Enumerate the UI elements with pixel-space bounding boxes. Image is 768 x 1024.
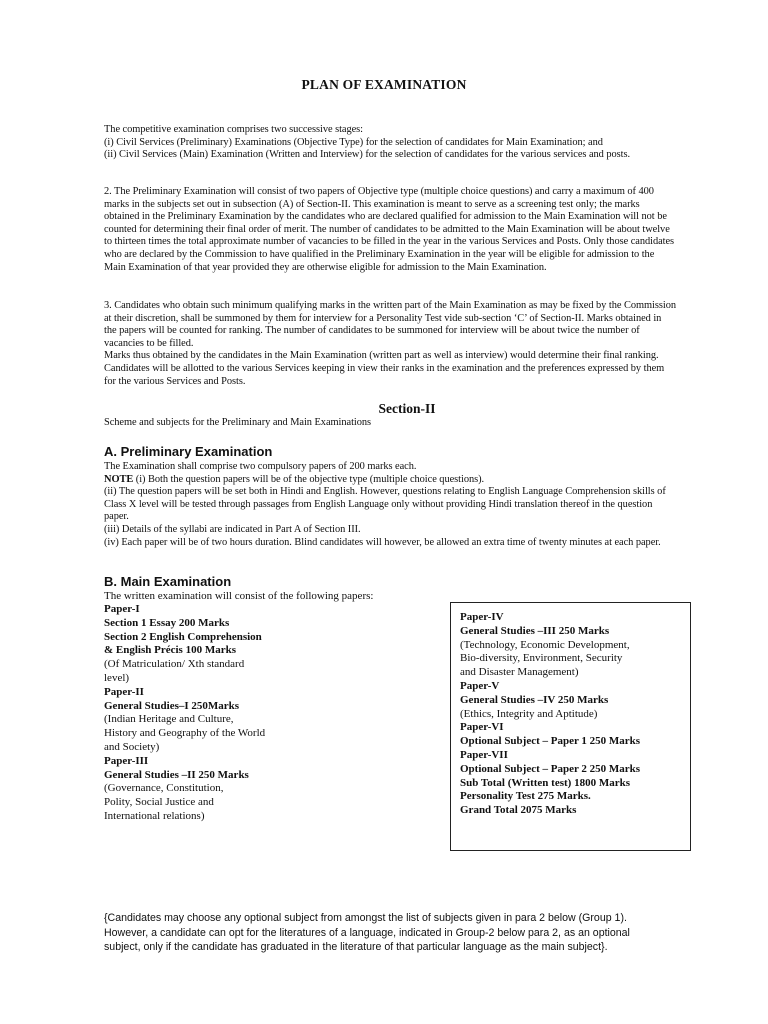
- left-line: Paper-I: [104, 603, 140, 615]
- main-heading: B. Main Examination: [104, 574, 232, 589]
- paragraph-3: [104, 300, 676, 388]
- left-line: (Indian Heritage and Culture,: [104, 713, 234, 726]
- prelim-line-4: (iii) Details of the syllabi are indicated in Part A of Section III.: [104, 523, 361, 535]
- prelim-line-3: (ii) The question papers will be set both in Hindi and English. However, questions relating to English Language Comprehension skills of Class X level will be tested through passages from English Language only without providing Hindi translation thereof in the question paper.: [104, 486, 666, 523]
- prelim-heading: A. Preliminary Examination: [104, 444, 273, 459]
- right-line: Personality Test 275 Marks.: [460, 790, 591, 803]
- left-line: General Studies–I 250Marks: [104, 699, 240, 712]
- right-line: Sub Total (Written test) 1800 Marks: [460, 776, 630, 789]
- right-line: Optional Subject – Paper 2 250 Marks: [460, 762, 641, 775]
- right-line: Paper-V: [460, 679, 500, 692]
- left-line: International relations): [104, 809, 205, 822]
- left-line: level): [104, 671, 130, 684]
- left-line: (Governance, Constitution,: [104, 782, 224, 795]
- left-line: Paper-II: [104, 685, 144, 698]
- prelim-line-5: (iv) Each paper will be of two hours duration. Blind candidates will however, be allowed an extra time of twenty minutes at each paper.: [104, 536, 661, 548]
- left-line: General Studies –II 250 Marks: [104, 768, 249, 781]
- right-line: and Disaster Management): [460, 666, 579, 679]
- right-line: Grand Total 2075 Marks: [460, 804, 577, 817]
- left-line: and Society): [104, 740, 160, 753]
- right-line: General Studies –III 250 Marks: [460, 624, 610, 637]
- left-line: History and Geography of the World: [104, 727, 266, 740]
- left-line: Polity, Social Justice and: [104, 796, 214, 809]
- intro-line-1: The competitive examination comprises two successive stages:: [104, 124, 364, 135]
- main-intro: The written examination will consist of the following papers:: [104, 590, 374, 602]
- right-line: Paper-VI: [460, 721, 504, 734]
- prelim-note: [104, 474, 676, 487]
- papers-right-column: [460, 611, 640, 818]
- paragraph-3b-text: Marks thus obtained by the candidates in the Main Examination (written part as well as interview) would determine their final ranking. Candidates will be allotted to the various Services keeping in view their ranks in the examination and the preferences expressed by them for the various Services and Posts.: [104, 350, 665, 387]
- left-line: (Of Matriculation/ Xth standard: [104, 658, 245, 671]
- prelim-line-1: The Examination shall comprise two compulsory papers of 200 marks each.: [104, 461, 417, 472]
- section-2-subtitle: Scheme and subjects for the Preliminary and Main Examinations: [104, 417, 372, 428]
- left-line: Paper-III: [104, 754, 149, 767]
- prelim-body: [104, 461, 676, 549]
- right-line: Paper-IV: [460, 611, 504, 623]
- right-line: Bio-diversity, Environment, Security: [460, 652, 623, 665]
- left-line: Section 1 Essay 200 Marks: [104, 616, 230, 629]
- right-line: Paper-VII: [460, 748, 508, 761]
- intro-paragraph: [104, 124, 676, 162]
- intro-line-2: (i) Civil Services (Preliminary) Examinations (Objective Type) for the selection of candidates for Main Examination; and: [104, 136, 603, 148]
- left-line: Section 2 English Comprehension: [104, 630, 262, 643]
- right-line: General Studies –IV 250 Marks: [460, 693, 609, 706]
- left-line: & English Précis 100 Marks: [104, 644, 236, 657]
- paragraph-3a-text: 3. Candidates who obtain such minimum qualifying marks in the written part of the Main Examination as may be fixed by the Commission at their discretion, shall be summoned by them for interview for a Personality Test vide sub-section ‘C’ of Section-II. Marks obtained in the papers will be counted for ranking. The number of candidates to be summoned for interview will be about twice the number of vacancies to be filled.: [104, 300, 677, 349]
- right-line: (Technology, Economic Development,: [460, 638, 630, 651]
- intro-line-3: (ii) Civil Services (Main) Examination (Written and Interview) for the selection of candidates for the various services and posts.: [104, 149, 631, 161]
- page-title: PLAN OF EXAMINATION: [301, 77, 467, 92]
- footer-note: {Candidates may choose any optional subject from amongst the list of subjects given in para 2 below (Group 1). However, a candidate can opt for the literatures of a language, indicated in Group-2 below para 2, as an optional subject, only if the candidate has graduated in the literature of that particular language as the main subject}.: [104, 912, 630, 953]
- right-line: (Ethics, Integrity and Aptitude): [460, 707, 598, 720]
- section-2-title: Section-II: [378, 401, 436, 416]
- paragraph-2-text: 2. The Preliminary Examination will consist of two papers of Objective type (multiple choice questions) and carry a maximum of 400 marks in the subjects set out in subsection (A) of Section-II. This examination is meant to serve as a screening test only; the marks obtained in the Preliminary Examination by the candidates who are declared qualified for admission to the Main Examination will not be counted for determining their final order of merit. The number of candidates to be admitted to the Main Examination will be about twelve to thirteen times the total approximate number of vacancies to be filled in the year in the various Services and Posts. Only those candidates who are declared by the Commission to have qualified in the Preliminary Examination in the year will be eligible for admission to the Main Examination of that year provided they are otherwise eligible for admission to the Main Examination.: [104, 186, 675, 273]
- note-label: NOTE: [104, 473, 134, 485]
- papers-left-column: [104, 603, 265, 824]
- right-line: Optional Subject – Paper 1 250 Marks: [460, 735, 641, 748]
- paragraph-2: [104, 186, 676, 274]
- note-text: (i) Both the question papers will be of the objective type (multiple choice questions).: [133, 473, 485, 485]
